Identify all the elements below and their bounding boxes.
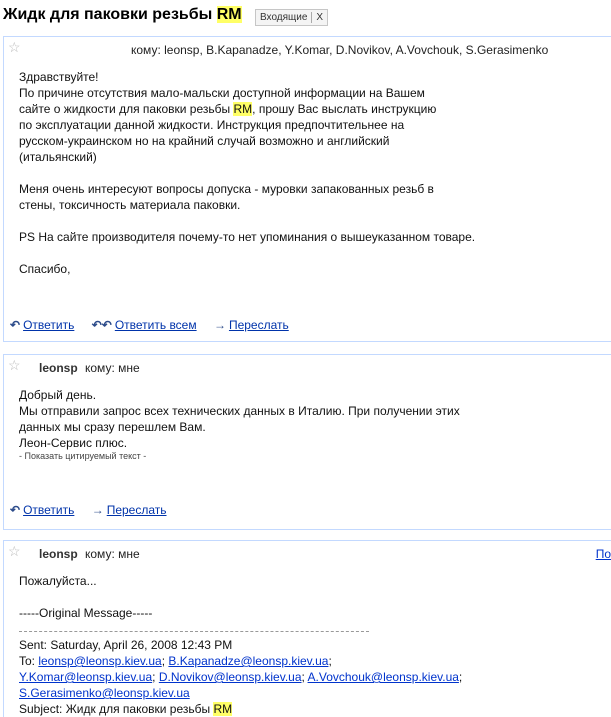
thread-title-row bbox=[3, 6, 603, 28]
message-body: Здравствуйте! По причине отсутствия мало-мальски доступной информации на Вашем сайте о жидкости для паковки резьбы RM, прошу Вас выслать инструкцию по эксплуатации данной жидкости. Инструкция предпочтительнее на русском-украинском но на крайний случай возможно и английский (итальянский) Меня очень интересуют вопросы допуска - муровки запакованных резьб в стены, токсичность материала паковки. PS На сайте производителя почему-то нет упоминания о вышеуказанном товаре. Спасибо, bbox=[19, 70, 476, 276]
recipients-line: кому: мне bbox=[85, 361, 140, 375]
more-options-link[interactable]: По bbox=[595, 547, 611, 561]
email-link[interactable]: Y.Komar@leonsp.kiev.ua bbox=[19, 670, 153, 684]
forward-button[interactable]: → Переслать bbox=[91, 503, 167, 517]
forward-button[interactable]: → Переслать bbox=[213, 318, 289, 332]
reply-icon: ↶ bbox=[10, 318, 21, 332]
star-icon[interactable]: ☆ bbox=[8, 39, 21, 55]
sender-name: leonsp bbox=[39, 361, 78, 375]
reply-all-button[interactable]: ↶↶ Ответить всем bbox=[91, 318, 197, 332]
star-icon[interactable]: ☆ bbox=[8, 543, 21, 559]
redacted-from-line bbox=[19, 621, 611, 637]
label-badge-inbox[interactable]: Входящие X bbox=[255, 9, 328, 26]
message-1 bbox=[3, 36, 611, 342]
email-link[interactable]: S.Gerasimenko@leonsp.kiev.ua bbox=[19, 686, 190, 700]
reply-icon: ↶ bbox=[10, 503, 21, 517]
email-link[interactable]: D.Novikov@leonsp.kiev.ua bbox=[158, 670, 302, 684]
reply-all-icon: ↶↶ bbox=[91, 318, 112, 332]
recipients-line: кому: мне bbox=[85, 547, 140, 561]
message-body: Пожалуйста... -----Original Message----- Sent: Saturday, April 26, 2008 12:43 PM To: leonsp@leonsp.kiev.ua; B.Kapanadze@leonsp.kiev.ua; Y.Komar@leonsp.kiev.ua; D.Novikov@leonsp.kiev.ua; A.Vovchouk@leonsp.kiev.ua; S.Gerasimenko@leonsp.kiev.ua Subject: Жидк для паковки резьбы RM bbox=[4, 565, 611, 717]
recipients-line: кому: leonsp, B.Kapanadze, Y.Komar, D.Novikov, A.Vovchouk, S.Gerasimenko bbox=[131, 43, 549, 57]
reply-button[interactable]: ↶ Ответить bbox=[10, 318, 75, 332]
forward-icon: → bbox=[91, 503, 104, 517]
show-quoted-text-link[interactable]: - Показать цитируемый текст - bbox=[19, 451, 147, 461]
email-link[interactable]: B.Kapanadze@leonsp.kiev.ua bbox=[168, 654, 329, 668]
remove-label-button[interactable]: X bbox=[311, 12, 323, 23]
message-3 bbox=[3, 540, 611, 717]
email-link[interactable]: leonsp@leonsp.kiev.ua bbox=[38, 654, 162, 668]
sender-name: leonsp bbox=[39, 547, 78, 561]
message-actions bbox=[10, 503, 181, 521]
email-link[interactable]: A.Vovchouk@leonsp.kiev.ua bbox=[307, 670, 459, 684]
forward-icon: → bbox=[213, 318, 226, 332]
message-2 bbox=[3, 354, 611, 530]
thread-subject: Жидк для паковки резьбы RM bbox=[3, 6, 242, 23]
star-icon[interactable]: ☆ bbox=[8, 357, 21, 373]
reply-button[interactable]: ↶ Ответить bbox=[10, 503, 75, 517]
message-body: Добрый день. Мы отправили запрос всех технических данных в Италию. При получении этих данных мы сразу перешлем Вам. Леон-Сервис плюс. - Показать цитируемый текст - bbox=[4, 379, 611, 461]
message-actions bbox=[10, 318, 303, 336]
